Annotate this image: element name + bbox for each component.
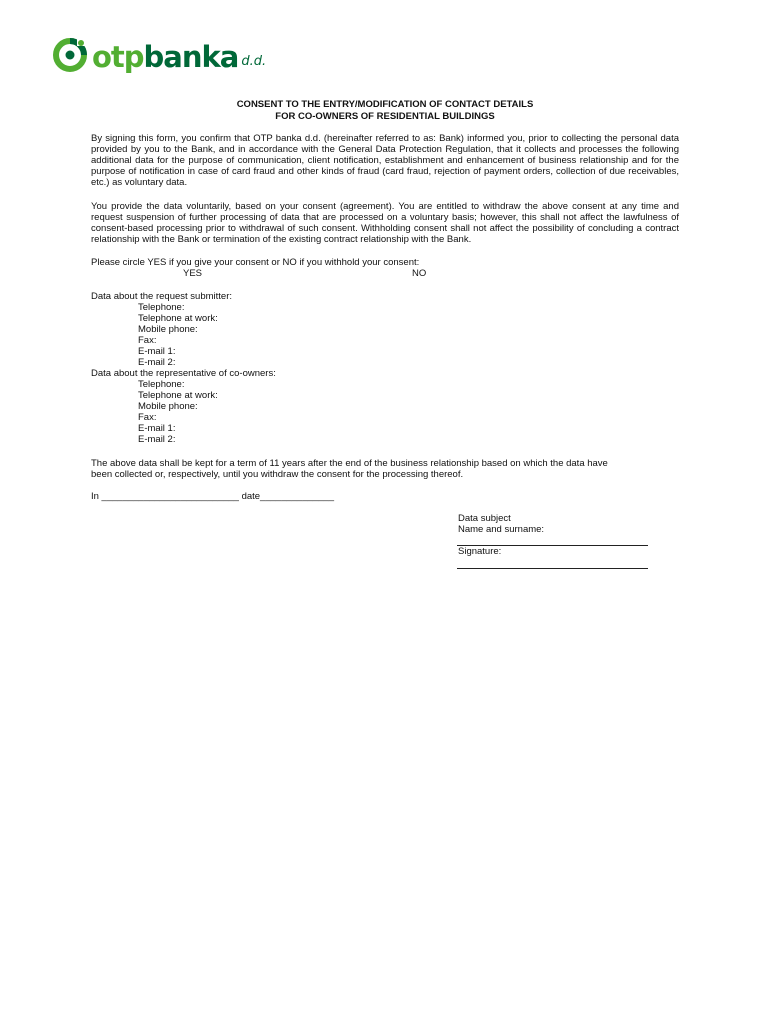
- submitter-email1-label: E-mail 1:: [138, 346, 176, 357]
- place-date-line[interactable]: In __________________________ date______________: [91, 491, 335, 502]
- representative-telephone-work-label: Telephone at work:: [138, 390, 218, 401]
- consent-paragraph-1: By signing this form, you confirm that OTP banka d.d. (hereinafter referred to as: Bank) informed you, prior to collecting the personal data provided by you to the Bank, and in accordance with the General Data Protection Regulation, that it collects and processes the following additional data for the purpose of communication, client notification, establishment and enhancement of business relationship and for the purpose of notification in case of card fraud and other kinds of fraud (card fraud, rejection of payment orders, collection of due receivables, etc.) as voluntary data.: [91, 133, 679, 188]
- retention-line-2: been collected or, respectively, until you withdraw the consent for the processing thereof.: [91, 469, 464, 480]
- document-title: [90, 99, 680, 123]
- signature-line[interactable]: [457, 568, 648, 569]
- submitter-telephone-work-label: Telephone at work:: [138, 313, 218, 324]
- name-surname-label: Name and surname:: [458, 524, 545, 535]
- logo-wordmark: [92, 42, 238, 72]
- data-subject-label: Data subject: [458, 513, 511, 524]
- logo-suffix: d.d.: [241, 54, 267, 69]
- representative-email2-label: E-mail 2:: [138, 434, 176, 445]
- submitter-mobile-label: Mobile phone:: [138, 324, 198, 335]
- logo-brand-banka: banka: [143, 40, 239, 74]
- representative-heading: Data about the representative of co-owners:: [91, 368, 276, 379]
- title-line-2: FOR CO-OWNERS OF RESIDENTIAL BUILDINGS: [275, 111, 495, 122]
- submitter-email2-label: E-mail 2:: [138, 357, 176, 368]
- circle-instruction: Please circle YES if you give your consent or NO if you withhold your consent:: [91, 257, 420, 268]
- retention-line-1: The above data shall be kept for a term of 11 years after the end of the business relationship based on which the data have: [91, 458, 608, 469]
- submitter-fax-label: Fax:: [138, 335, 157, 346]
- representative-email1-label: E-mail 1:: [138, 423, 176, 434]
- representative-fax-label: Fax:: [138, 412, 157, 423]
- yes-option[interactable]: YES: [183, 268, 203, 279]
- otp-banka-logo: [53, 36, 266, 72]
- representative-telephone-label: Telephone:: [138, 379, 185, 390]
- consent-paragraph-2: You provide the data voluntarily, based on your consent (agreement). You are entitled to withdraw the above consent at any time and request suspension of further processing of data that are processed on a voluntary basis; however, this shall not affect the lawfulness of consent-based processing prior to withdrawal of such consent. Withholding consent shall not affect the possibility of concluding a contract relationship with the Bank or termination of the existing contract relationship with the Bank.: [91, 201, 679, 245]
- no-option[interactable]: NO: [412, 268, 427, 279]
- representative-mobile-label: Mobile phone:: [138, 401, 198, 412]
- submitter-telephone-label: Telephone:: [138, 302, 185, 313]
- title-line-1: CONSENT TO THE ENTRY/MODIFICATION OF CONTACT DETAILS: [236, 99, 534, 110]
- logo-brand-otp: otp: [92, 40, 144, 74]
- otp-logo-icon: [53, 38, 87, 72]
- submitter-heading: Data about the request submitter:: [91, 291, 232, 302]
- signature-label: Signature:: [458, 546, 502, 557]
